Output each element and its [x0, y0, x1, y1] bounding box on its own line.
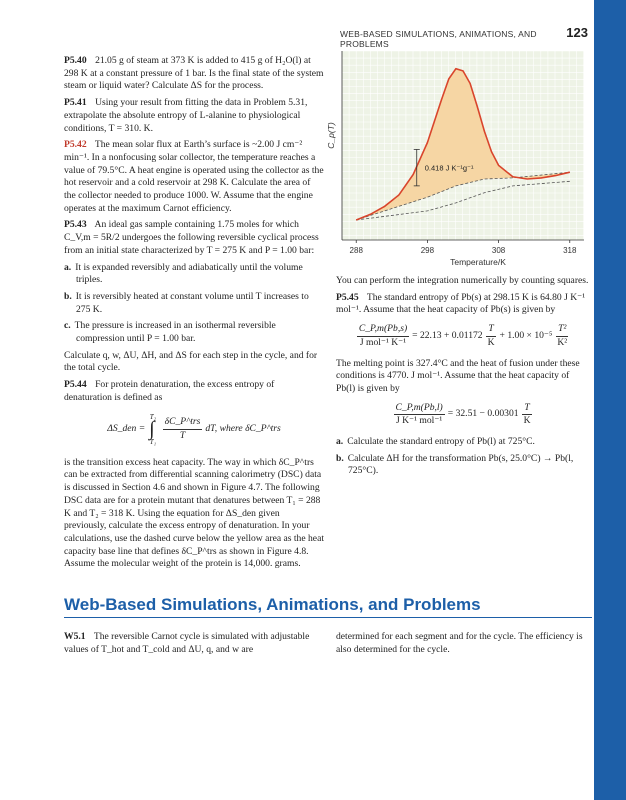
problem-5-42 — [64, 139, 324, 215]
list-item — [64, 291, 324, 316]
scale-bar-label: 0.418 J K⁻¹g⁻¹ — [424, 163, 474, 173]
heat-capacity-liquid-equation — [336, 402, 590, 428]
problem-5-45-middle: The melting point is 327.4°C and the heat of fusion under these conditions is 4770. J mol⁻¹. Assume that the heat capacity of Pb(l) is given by — [336, 357, 580, 394]
integral-limits — [149, 411, 156, 449]
problem-5-43 — [64, 219, 324, 257]
problem-5-41 — [64, 97, 324, 135]
w5-1-right — [336, 631, 590, 660]
problem-text: Using your result from fitting the data in Problem 5.31, extrapolate the absolute entropy of L-alanine to physiological conditions, T = 310. K. — [64, 97, 308, 134]
eq1-lhs-numerator: C_P,m(Pb,s) — [357, 323, 409, 337]
problem-text: 21.05 g of steam at 373 K is added to 415 g of H₂O(l) at 298 K at a constant pressure of 1 bar. Is the final state of the system steam or liquid water? Calculate ΔS for the process. — [64, 55, 324, 92]
problem-number: P5.43 — [64, 219, 87, 231]
problem-5-44 — [64, 379, 324, 404]
item-label: c. — [64, 320, 71, 332]
problem-5-44-body: is the transition excess heat capacity. The way in which δC_P^trs can be extracted from differential scanning calorimetry (DSC) data is discussed in Section 4.6 and shown in Figure 4.7. The following DSC data are for a protein mutant that denatures between T₁ = 288 K and T₂ = 318 K. Using the equation for ΔS_den given previously, calculate the excess entropy of denaturation. In your calculations, use the dashed curve below the yellow area as the heat capacity base line that defines δC_P^trs as shown in Figure 4.8. Assume the molecular weight of the protein is 14,000. grams. — [64, 456, 324, 570]
entropy-integral-equation — [64, 411, 324, 449]
heat-capacity-solid-equation — [336, 323, 590, 349]
problem-text: The mean solar flux at Earth’s surface is ~2.00 J cm⁻² min⁻¹. In a nonfocusing solar collector, the temperature reaches a value of 79.5°C. A heat engine is operated using the collector as the hot reservoir and a cold reservoir at 298 K. Calculate the area of the collector needed to produce 1000. W. Assume that the engine operates at the maximum Carnot efficiency. — [64, 139, 324, 214]
lower-limit: T₁ — [149, 437, 157, 446]
item-text: It is expanded reversibly and adiabatically until the volume triples. — [75, 261, 303, 286]
problem-5-44-counting: You can perform the integration numerically by counting squares. — [336, 275, 589, 286]
eq2-lhs-denominator: J K⁻¹ mol⁻¹ — [396, 415, 443, 427]
chapter-sidebar — [594, 0, 626, 800]
differential: dT, where δC_P^trs — [205, 423, 281, 435]
eq1-rhs-part1: = 22.13 + 0.01172 — [412, 329, 483, 341]
w5-1-left — [64, 631, 324, 660]
x-tick-label: 298 — [420, 246, 435, 255]
section-divider — [64, 617, 592, 618]
eq1-fraction1 — [486, 323, 497, 349]
item-label: b. — [336, 452, 344, 464]
list-item — [64, 262, 324, 287]
eq1-fraction2 — [555, 323, 569, 349]
problem-number: W5.1 — [64, 631, 86, 642]
eq1-f1-denominator: K — [487, 336, 495, 348]
item-text: The pressure is increased in an isothermal reversible compression until P = 1.00 bar. — [74, 320, 276, 345]
w5-1-paragraph — [64, 631, 324, 656]
item-label: a. — [336, 436, 344, 448]
item-label: b. — [64, 290, 72, 302]
page-number: 123 — [566, 25, 588, 40]
eq1-lhs — [357, 323, 409, 349]
eq2-lhs — [394, 402, 445, 428]
x-axis-label: Temperature/K — [450, 257, 506, 267]
problem-5-43-closing: Calculate q, w, ΔU, ΔH, and ΔS for each step in the cycle, and for the total cycle. — [64, 349, 318, 374]
eq1-lhs-denominator: J mol⁻¹ K⁻¹ — [359, 336, 407, 348]
equation-lhs: ΔS_den = — [107, 423, 146, 435]
item-text: Calculate the standard entropy of Pb(l) at 725°C. — [347, 436, 535, 448]
problem-number: P5.40 — [64, 55, 87, 66]
list-item — [336, 436, 590, 449]
problem-5-45 — [336, 292, 590, 317]
list-item — [64, 320, 324, 345]
eq1-f1-numerator: T — [486, 323, 495, 337]
integrand — [163, 416, 203, 442]
integrand-numerator: δC_P^trs — [163, 416, 203, 430]
item-text: Calculate ΔH for the transformation Pb(s, 25.0°C) → Pb(l, 725°C). — [347, 452, 574, 477]
list-item — [336, 453, 590, 478]
eq2-f1-numerator: T — [522, 402, 531, 416]
eq1-rhs-part2: + 1.00 × 10⁻⁵ — [499, 329, 553, 341]
x-tick-label: 288 — [349, 246, 363, 255]
eq2-lhs-numerator: C_P,m(Pb,l) — [394, 402, 445, 416]
running-title: WEB-BASED SIMULATIONS, ANIMATIONS, AND PROBLEMS — [340, 29, 537, 49]
dsc-chart — [322, 45, 592, 270]
problem-number: P5.45 — [336, 291, 359, 303]
problem-5-40 — [64, 55, 324, 93]
y-axis-label: C_p(T) — [326, 122, 336, 149]
problem-text: For protein denaturation, the excess entropy of denaturation is defined as — [64, 379, 275, 403]
left-column — [64, 55, 324, 575]
eq1-f2-numerator: T² — [556, 323, 568, 337]
integrand-denominator: T — [179, 430, 186, 442]
eq1-f2-denominator: K² — [557, 336, 568, 348]
item-label: a. — [64, 261, 72, 273]
integral-sign: ∫ — [149, 418, 155, 441]
problem-number: P5.44 — [64, 379, 87, 391]
eq2-f1-denominator: K — [523, 415, 531, 427]
section-title: Web-Based Simulations, Animations, and Problems — [64, 595, 481, 614]
upper-limit: T₂ — [149, 412, 157, 421]
problem-number: P5.42 — [64, 139, 87, 151]
eq2-fraction1 — [522, 402, 533, 428]
eq2-rhs-part1: = 32.51 − 0.00301 — [447, 408, 519, 420]
problem-text: The standard entropy of Pb(s) at 298.15 K is 64.80 J K⁻¹ mol⁻¹. Assume that the heat capacity of Pb(s) is given by — [336, 291, 586, 316]
item-text: It is reversibly heated at constant volume until T increases to 275 K. — [75, 290, 309, 315]
problem-text: The reversible Carnot cycle is simulated with adjustable values of T_hot and T_cold and ΔU, q, and w are — [64, 631, 310, 655]
right-column — [336, 275, 590, 482]
w5-1-continuation: determined for each segment and for the cycle. The efficiency is also determined for the cycle. — [336, 631, 583, 655]
problem-number: P5.41 — [64, 97, 87, 109]
problem-text: An ideal gas sample containing 1.75 moles for which C_V,m = 5R/2 undergoes the following reversible cyclical process from an initial state characterized by T = 275 K and P = 1.00 bar: — [64, 219, 319, 256]
x-tick-label: 308 — [491, 246, 506, 255]
x-tick-label: 318 — [563, 246, 577, 255]
